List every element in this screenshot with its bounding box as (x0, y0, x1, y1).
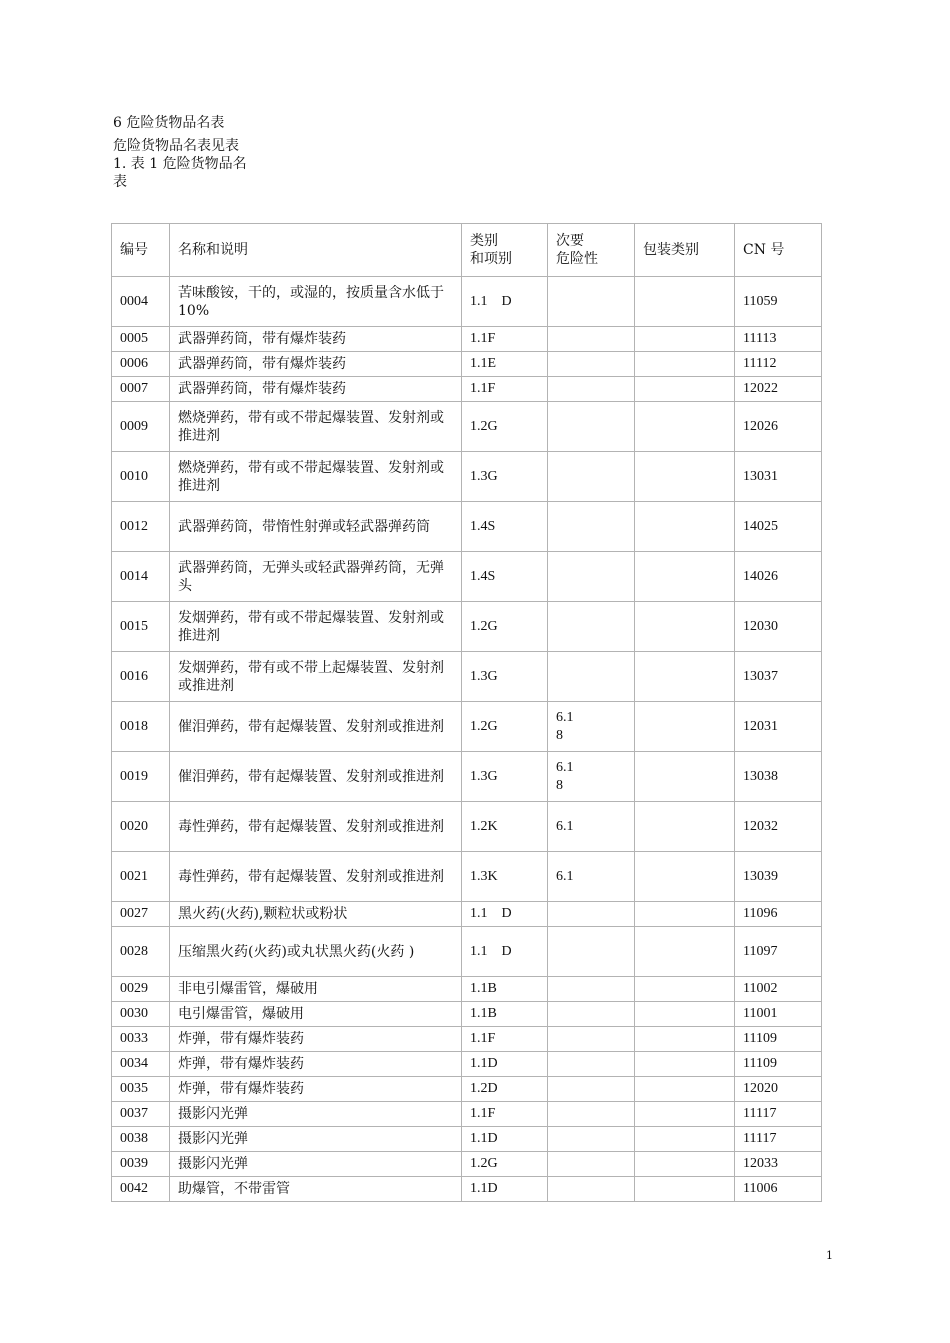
cell-class: 1.3G (462, 652, 548, 702)
cell-cn-number: 11006 (735, 1177, 822, 1202)
cell-cn-number: 12020 (735, 1077, 822, 1102)
cell-name: 催泪弹药，带有起爆装置、发射剂或推进剂 (170, 702, 462, 752)
cell-cn-number: 11002 (735, 977, 822, 1002)
cell-number: 0034 (112, 1052, 170, 1077)
cell-cn-number: 13038 (735, 752, 822, 802)
cell-packing-group (635, 1002, 735, 1027)
cell-class: 1.1F (462, 327, 548, 352)
cell-number: 0015 (112, 602, 170, 652)
cell-cn-number: 12026 (735, 402, 822, 452)
cell-name: 发烟弹药，带有或不带起爆装置、发射剂或推进剂 (170, 602, 462, 652)
cell-number: 0033 (112, 1027, 170, 1052)
cell-number: 0007 (112, 377, 170, 402)
cell-number: 0005 (112, 327, 170, 352)
cell-packing-group (635, 552, 735, 602)
cell-subsidiary-risk (548, 502, 635, 552)
cell-subsidiary-risk (548, 902, 635, 927)
cell-name: 武器弹药筒，带惰性射弹或轻武器弹药筒 (170, 502, 462, 552)
cell-cn-number: 14026 (735, 552, 822, 602)
cell-number: 0038 (112, 1127, 170, 1152)
cell-class: 1.2G (462, 602, 548, 652)
header-packing-group: 包装类别 (635, 224, 735, 277)
cell-subsidiary-risk: 6.1 8 (548, 752, 635, 802)
cell-cn-number: 13037 (735, 652, 822, 702)
cell-cn-number: 12022 (735, 377, 822, 402)
cell-cn-number: 11001 (735, 1002, 822, 1027)
table-row (112, 802, 822, 852)
cell-class: 1.1 D (462, 902, 548, 927)
cell-class: 1.1E (462, 352, 548, 377)
table-body (112, 277, 822, 1202)
page-number: 1 (826, 1249, 833, 1262)
cell-cn-number: 11113 (735, 327, 822, 352)
cell-class: 1.1F (462, 1027, 548, 1052)
table-row (112, 502, 822, 552)
cell-number: 0019 (112, 752, 170, 802)
cell-packing-group (635, 1152, 735, 1177)
cell-name: 黑火药(火药),颗粒状或粉状 (170, 902, 462, 927)
cell-subsidiary-risk: 6.1 (548, 852, 635, 902)
cell-class: 1.1F (462, 1102, 548, 1127)
cell-class: 1.4S (462, 552, 548, 602)
cell-number: 0035 (112, 1077, 170, 1102)
cell-packing-group (635, 602, 735, 652)
cell-packing-group (635, 1077, 735, 1102)
cell-cn-number: 12032 (735, 802, 822, 852)
table-header-row (112, 224, 822, 277)
table-row (112, 1152, 822, 1177)
cell-subsidiary-risk (548, 652, 635, 702)
cell-name: 炸弹，带有爆炸装药 (170, 1027, 462, 1052)
table-row (112, 702, 822, 752)
cell-cn-number: 11059 (735, 277, 822, 327)
cell-class: 1.1D (462, 1127, 548, 1152)
cell-name: 毒性弹药，带有起爆装置、发射剂或推进剂 (170, 802, 462, 852)
cell-class: 1.1D (462, 1052, 548, 1077)
cell-packing-group (635, 402, 735, 452)
cell-cn-number: 11097 (735, 927, 822, 977)
cell-packing-group (635, 1052, 735, 1077)
cell-name: 苦味酸铵，干的，或湿的，按质量含水低于 10% (170, 277, 462, 327)
table-row (112, 1177, 822, 1202)
cell-packing-group (635, 277, 735, 327)
cell-name: 武器弹药筒，带有爆炸装药 (170, 352, 462, 377)
cell-name: 摄影闪光弹 (170, 1127, 462, 1152)
cell-cn-number: 11109 (735, 1027, 822, 1052)
cell-class: 1.2K (462, 802, 548, 852)
section-title: 6 危险货物品名表 (113, 115, 225, 131)
cell-packing-group (635, 502, 735, 552)
cell-cn-number: 11109 (735, 1052, 822, 1077)
header-cn-number: CN 号 (735, 224, 822, 277)
cell-name: 压缩黑火药(火药)或丸状黑火药(火药 ) (170, 927, 462, 977)
cell-class: 1.1 D (462, 277, 548, 327)
table-row (112, 402, 822, 452)
cell-packing-group (635, 352, 735, 377)
cell-subsidiary-risk (548, 377, 635, 402)
cell-number: 0006 (112, 352, 170, 377)
cell-subsidiary-risk (548, 277, 635, 327)
cell-name: 摄影闪光弹 (170, 1152, 462, 1177)
cell-name: 助爆管，不带雷管 (170, 1177, 462, 1202)
table-row (112, 352, 822, 377)
cell-subsidiary-risk (548, 602, 635, 652)
cell-packing-group (635, 902, 735, 927)
header-subsidiary-risk: 次要 危险性 (548, 224, 635, 277)
cell-cn-number: 12031 (735, 702, 822, 752)
cell-subsidiary-risk (548, 1102, 635, 1127)
cell-number: 0028 (112, 927, 170, 977)
cell-subsidiary-risk (548, 1002, 635, 1027)
cell-number: 0010 (112, 452, 170, 502)
table-row (112, 977, 822, 1002)
cell-packing-group (635, 1102, 735, 1127)
cell-name: 摄影闪光弹 (170, 1102, 462, 1127)
table-row (112, 552, 822, 602)
header-class: 类别 和项别 (462, 224, 548, 277)
cell-number: 0004 (112, 277, 170, 327)
cell-packing-group (635, 1177, 735, 1202)
cell-class: 1.2G (462, 702, 548, 752)
cell-name: 催泪弹药，带有起爆装置、发射剂或推进剂 (170, 752, 462, 802)
cell-packing-group (635, 927, 735, 977)
cell-name: 燃烧弹药，带有或不带起爆装置、发射剂或推进剂 (170, 452, 462, 502)
cell-class: 1.3G (462, 452, 548, 502)
cell-subsidiary-risk (548, 402, 635, 452)
cell-subsidiary-risk (548, 1027, 635, 1052)
cell-class: 1.1F (462, 377, 548, 402)
cell-subsidiary-risk (548, 452, 635, 502)
dangerous-goods-table (111, 223, 822, 1202)
cell-class: 1.2D (462, 1077, 548, 1102)
table-row (112, 752, 822, 802)
cell-subsidiary-risk (548, 1052, 635, 1077)
table-row (112, 277, 822, 327)
cell-number: 0021 (112, 852, 170, 902)
cell-subsidiary-risk (548, 1077, 635, 1102)
table-row (112, 1052, 822, 1077)
table-caption-line1: 1. 表 1 危险货物品名 (113, 156, 247, 172)
cell-cn-number: 13031 (735, 452, 822, 502)
cell-number: 0042 (112, 1177, 170, 1202)
table-row (112, 377, 822, 402)
cell-subsidiary-risk: 6.1 (548, 802, 635, 852)
cell-packing-group (635, 802, 735, 852)
cell-packing-group (635, 977, 735, 1002)
document-heading (113, 114, 413, 191)
cell-number: 0037 (112, 1102, 170, 1127)
cell-number: 0018 (112, 702, 170, 752)
cell-number: 0009 (112, 402, 170, 452)
cell-name: 炸弹，带有爆炸装药 (170, 1052, 462, 1077)
table-row (112, 327, 822, 352)
cell-number: 0016 (112, 652, 170, 702)
cell-subsidiary-risk (548, 1127, 635, 1152)
cell-number: 0039 (112, 1152, 170, 1177)
cell-cn-number: 14025 (735, 502, 822, 552)
cell-number: 0029 (112, 977, 170, 1002)
cell-class: 1.4S (462, 502, 548, 552)
cell-class: 1.3K (462, 852, 548, 902)
cell-name: 武器弹药筒，带有爆炸装药 (170, 377, 462, 402)
cell-name: 炸弹，带有爆炸装药 (170, 1077, 462, 1102)
cell-cn-number: 12030 (735, 602, 822, 652)
table-caption-line2: 表 (113, 174, 127, 190)
cell-subsidiary-risk (548, 352, 635, 377)
cell-packing-group (635, 852, 735, 902)
cell-subsidiary-risk (548, 1177, 635, 1202)
cell-name: 发烟弹药，带有或不带上起爆装置、发射剂或推进剂 (170, 652, 462, 702)
cell-subsidiary-risk (548, 327, 635, 352)
cell-subsidiary-risk (548, 977, 635, 1002)
cell-packing-group (635, 327, 735, 352)
cell-subsidiary-risk: 6.1 8 (548, 702, 635, 752)
cell-class: 1.1 D (462, 927, 548, 977)
table-row (112, 602, 822, 652)
cell-packing-group (635, 452, 735, 502)
cell-packing-group (635, 1027, 735, 1052)
cell-subsidiary-risk (548, 1152, 635, 1177)
cell-number: 0020 (112, 802, 170, 852)
cell-class: 1.2G (462, 1152, 548, 1177)
cell-packing-group (635, 1127, 735, 1152)
table-row (112, 927, 822, 977)
table-row (112, 652, 822, 702)
table-row (112, 902, 822, 927)
cell-packing-group (635, 702, 735, 752)
cell-subsidiary-risk (548, 927, 635, 977)
cell-cn-number: 11096 (735, 902, 822, 927)
cell-number: 0014 (112, 552, 170, 602)
cell-number: 0030 (112, 1002, 170, 1027)
cell-packing-group (635, 377, 735, 402)
cell-cn-number: 12033 (735, 1152, 822, 1177)
cell-cn-number: 11112 (735, 352, 822, 377)
cell-packing-group (635, 752, 735, 802)
cell-class: 1.2G (462, 402, 548, 452)
table-row (112, 1127, 822, 1152)
cell-class: 1.1D (462, 1177, 548, 1202)
cell-cn-number: 11117 (735, 1102, 822, 1127)
cell-cn-number: 13039 (735, 852, 822, 902)
cell-packing-group (635, 652, 735, 702)
table-row (112, 1102, 822, 1127)
table-row (112, 852, 822, 902)
table-row (112, 1077, 822, 1102)
cell-cn-number: 11117 (735, 1127, 822, 1152)
cell-class: 1.3G (462, 752, 548, 802)
cell-name: 非电引爆雷管，爆破用 (170, 977, 462, 1002)
cell-subsidiary-risk (548, 552, 635, 602)
cell-name: 电引爆雷管，爆破用 (170, 1002, 462, 1027)
table-row (112, 452, 822, 502)
table-row (112, 1027, 822, 1052)
cell-name: 武器弹药筒，带有爆炸装药 (170, 327, 462, 352)
cell-name: 毒性弹药，带有起爆装置、发射剂或推进剂 (170, 852, 462, 902)
cell-number: 0012 (112, 502, 170, 552)
cell-name: 燃烧弹药，带有或不带起爆装置、发射剂或推进剂 (170, 402, 462, 452)
header-number: 编号 (112, 224, 170, 277)
table-row (112, 1002, 822, 1027)
cell-number: 0027 (112, 902, 170, 927)
cell-class: 1.1B (462, 1002, 548, 1027)
cell-class: 1.1B (462, 977, 548, 1002)
intro-text: 危险货物品名表见表 (113, 138, 239, 154)
cell-name: 武器弹药筒，无弹头或轻武器弹药筒，无弹头 (170, 552, 462, 602)
header-name: 名称和说明 (170, 224, 462, 277)
